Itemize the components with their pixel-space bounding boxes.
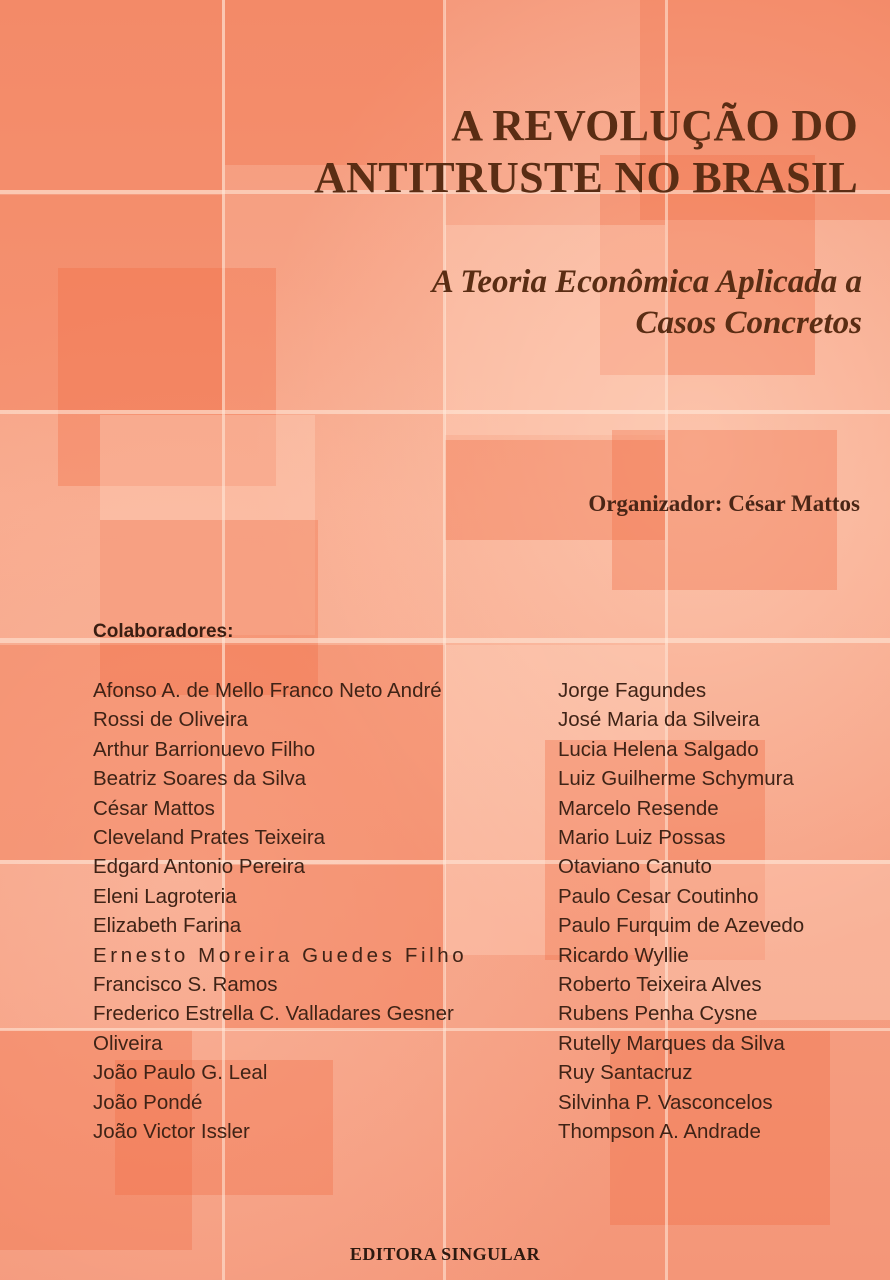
collaborator-name: João Victor Issler bbox=[93, 1120, 250, 1144]
publisher: EDITORA SINGULAR bbox=[349, 1244, 541, 1264]
collaborator-name: César Mattos bbox=[93, 796, 215, 820]
book-title bbox=[314, 100, 858, 204]
collaborator-name: Ricardo Wyllie bbox=[558, 943, 689, 967]
collaborator-name: José Maria da Silveira bbox=[558, 708, 760, 732]
collaborator-name: Ernesto Moreira Guedes Filho bbox=[93, 943, 468, 967]
collaborator-name: Eleni Lagroteria bbox=[93, 884, 237, 908]
collaborator-name: João Pondé bbox=[93, 1090, 203, 1114]
collaborator-name: Roberto Teixeira Alves bbox=[558, 973, 762, 997]
collaborator-name: Rossi de Oliveira bbox=[93, 708, 248, 732]
collaborator-name: Afonso A. de Mello Franco Neto André bbox=[93, 679, 442, 702]
collaborators-left-column bbox=[93, 676, 493, 1147]
title-line-1: A REVOLUÇÃO DO bbox=[451, 101, 858, 150]
collaborator-name: Lucia Helena Salgado bbox=[558, 737, 759, 761]
collaborator-name: Cleveland Prates Teixeira bbox=[93, 826, 326, 850]
organizer: Organizador: César Mattos bbox=[588, 491, 860, 516]
subtitle-line-1: A Teoria Econômica Aplicada a bbox=[431, 264, 862, 300]
book-subtitle bbox=[432, 262, 862, 344]
background-square bbox=[0, 0, 222, 190]
collaborator-name: Beatriz Soares da Silva bbox=[93, 767, 307, 791]
collaborator-name: Marcelo Resende bbox=[558, 796, 719, 820]
collaborator-name: Otaviano Canuto bbox=[558, 855, 712, 879]
collaborator-name: Mario Luiz Possas bbox=[558, 826, 726, 850]
collaborator-name: Rutelly Marques da Silva bbox=[558, 1031, 785, 1055]
collaborator-name: Edgard Antonio Pereira bbox=[93, 855, 305, 879]
collaborators-heading: Colaboradores: bbox=[93, 621, 234, 642]
collaborator-name: Thompson A. Andrade bbox=[558, 1120, 761, 1144]
subtitle-line-2: Casos Concretos bbox=[635, 305, 862, 341]
collaborator-name: Elizabeth Farina bbox=[93, 914, 242, 938]
collaborator-name: Ruy Santacruz bbox=[558, 1061, 693, 1085]
collaborator-name: Paulo Furquim de Azevedo bbox=[558, 914, 805, 938]
collaborator-name: Oliveira bbox=[93, 1031, 163, 1055]
collaborator-name: Frederico Estrella C. Valladares Gesner bbox=[93, 1002, 454, 1026]
collaborator-name: João Paulo G. Leal bbox=[93, 1061, 268, 1085]
collaborator-name: Silvinha P. Vasconcelos bbox=[558, 1090, 773, 1114]
collaborator-name: Jorge Fagundes bbox=[558, 679, 707, 702]
collaborator-name: Luiz Guilherme Schymura bbox=[558, 767, 794, 791]
collaborators-right-column bbox=[558, 676, 878, 1147]
title-line-2: ANTITRUSTE NO BRASIL bbox=[314, 153, 858, 202]
collaborator-name: Rubens Penha Cysne bbox=[558, 1002, 758, 1026]
collaborator-name: Francisco S. Ramos bbox=[93, 973, 278, 997]
collaborator-name: Paulo Cesar Coutinho bbox=[558, 884, 759, 908]
collaborator-name: Arthur Barrionuevo Filho bbox=[93, 737, 316, 761]
